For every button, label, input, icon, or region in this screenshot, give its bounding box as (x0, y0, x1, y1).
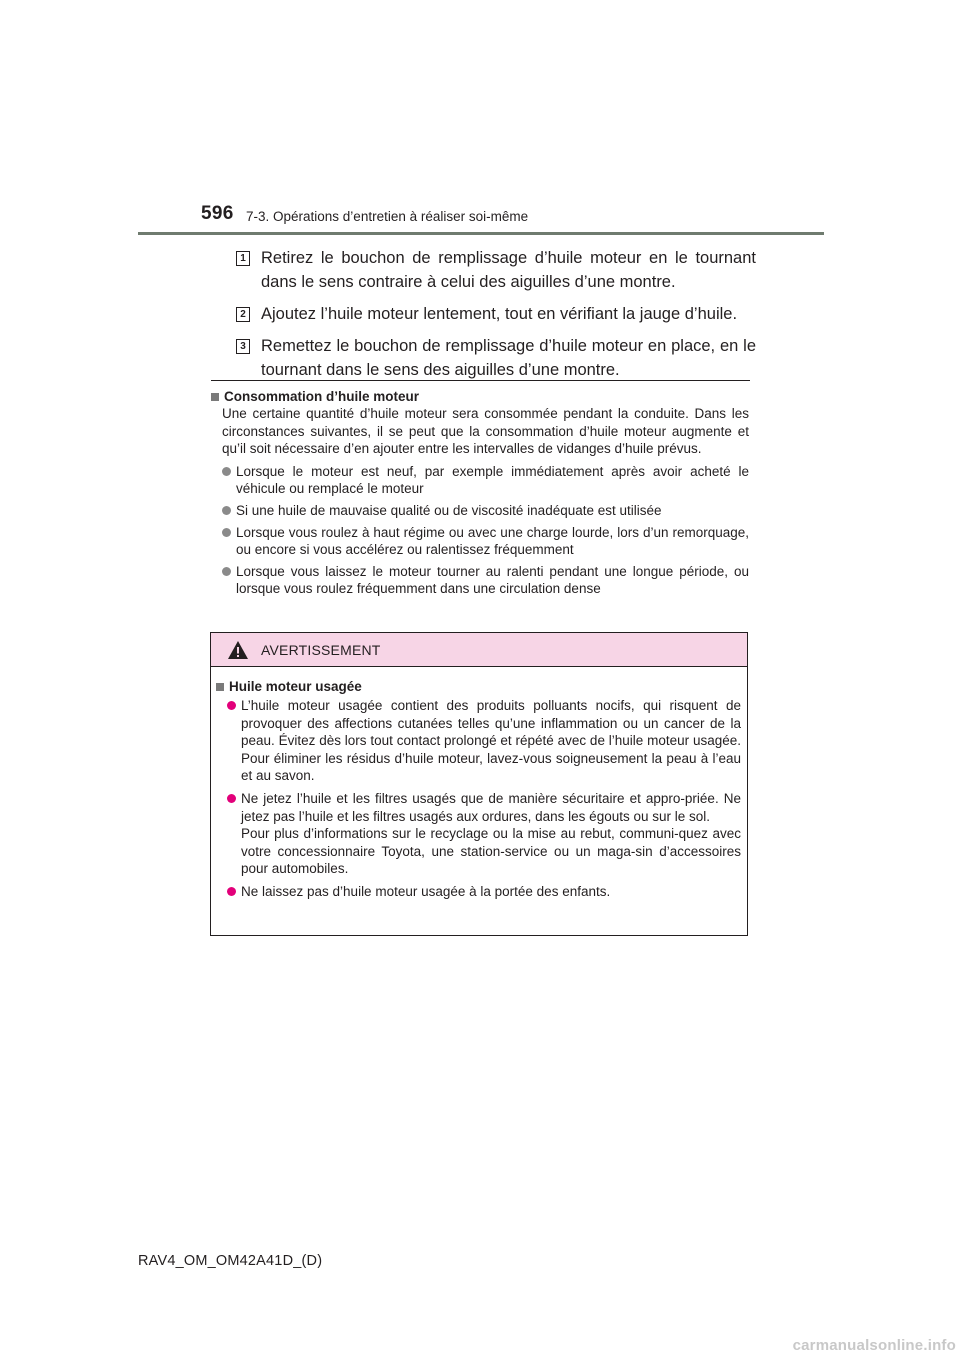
circle-bullet-icon (222, 467, 231, 476)
step-item (236, 246, 756, 294)
header-rule (138, 232, 824, 235)
section-title: 7-3. Opérations d’entretien à réaliser soi-même (246, 209, 529, 224)
oil-consumption-section (211, 388, 749, 602)
document-code: RAV4_OM_OM42A41D_(D) (138, 1253, 323, 1269)
step-number-box: 3 (236, 339, 250, 354)
warning-item-text: L’huile moteur usagée contient des produits polluants nocifs, qui risquent de provoquer des affections cutanées telles qu’une inflammation ou un cancer de la peau. Évitez dès lors tout contact prolongé et répété avec de l’huile moteur usagée. Pour éliminer les résidus d’huile moteur, lavez-vous soigneusement la peau à l’eau et au savon. (241, 698, 741, 784)
heading-text: Consommation d’huile moteur (224, 389, 420, 404)
circle-bullet-icon (222, 506, 231, 515)
warning-header (211, 633, 747, 667)
list-item-text: Lorsque vous roulez à haut régime ou avec une charge lourde, lors d’un remorquage, ou encore si vous accélérez ou ralentissez fréquemment (236, 524, 749, 558)
warning-triangle-icon (227, 640, 249, 660)
section-heading (211, 388, 749, 405)
step-text: Retirez le bouchon de remplissage d’huile moteur en le tournant dans le sens contraire à celui des aiguilles d’une montre. (261, 249, 756, 291)
step-number-box: 1 (236, 251, 250, 266)
warning-heading (216, 678, 741, 695)
warning-item-text-part: Pour plus d’informations sur le recyclage ou la mise au rebut, communi-quez avec votre concessionnaire Toyota, une station-service ou un maga-sin d’accessoires pour automobiles. (241, 826, 741, 877)
square-bullet-icon (216, 683, 224, 691)
warning-box (210, 632, 748, 936)
bullet-list (211, 463, 749, 598)
circle-bullet-icon (227, 794, 236, 803)
list-item-text: Si une huile de mauvaise qualité ou de viscosité inadéquate est utilisée (236, 502, 662, 518)
watermark: carmanualsonline.info (792, 1337, 956, 1354)
step-list (236, 246, 756, 390)
page-number: 596 (201, 203, 234, 224)
step-number-box: 2 (236, 307, 250, 322)
square-bullet-icon (211, 393, 219, 401)
list-item (222, 463, 749, 498)
circle-bullet-icon (222, 567, 231, 576)
intro-paragraph: Une certaine quantité d’huile moteur sera consommée pendant la conduite. Dans les circonstances suivantes, il se peut que la consommation d’huile moteur augmente et qu’il soit nécessaire d’en ajouter entre les intervalles de vidanges d’huile prévus. (222, 406, 749, 457)
heading-text: Huile moteur usagée (229, 679, 362, 694)
step-text: Ajoutez l’huile moteur lentement, tout en vérifiant la jauge d’huile. (261, 305, 738, 323)
warning-item (227, 697, 741, 785)
warning-item-text (241, 790, 741, 878)
circle-bullet-icon (227, 887, 236, 896)
section-divider (211, 380, 750, 381)
step-item (236, 334, 756, 382)
warning-item-text: Ne laissez pas d’huile moteur usagée à la portée des enfants. (241, 883, 611, 899)
list-item (222, 502, 749, 520)
warning-body (211, 667, 747, 901)
list-item-text: Lorsque le moteur est neuf, par exemple immédiatement après avoir acheté le véhicule ou remplacé le moteur (236, 463, 749, 497)
list-item (222, 524, 749, 559)
warning-item (227, 883, 741, 901)
step-item (236, 302, 756, 326)
circle-bullet-icon (227, 701, 236, 710)
warning-item-text-part: Ne jetez l’huile et les filtres usagés que de manière sécuritaire et appro-priée. Ne jetez pas l’huile et les filtres usagés aux ordures, dans les égouts ou sur le sol. (241, 790, 741, 824)
circle-bullet-icon (222, 528, 231, 537)
warning-item (227, 790, 741, 878)
list-item-text: Lorsque vous laissez le moteur tourner au ralenti pendant une longue période, ou lorsque vous roulez fréquemment dans une circulation dense (236, 563, 749, 597)
step-text: Remettez le bouchon de remplissage d’huile moteur en place, en le tournant dans le sens des aiguilles d’une montre. (261, 337, 756, 379)
list-item (222, 563, 749, 598)
warning-title: AVERTISSEMENT (261, 641, 381, 658)
